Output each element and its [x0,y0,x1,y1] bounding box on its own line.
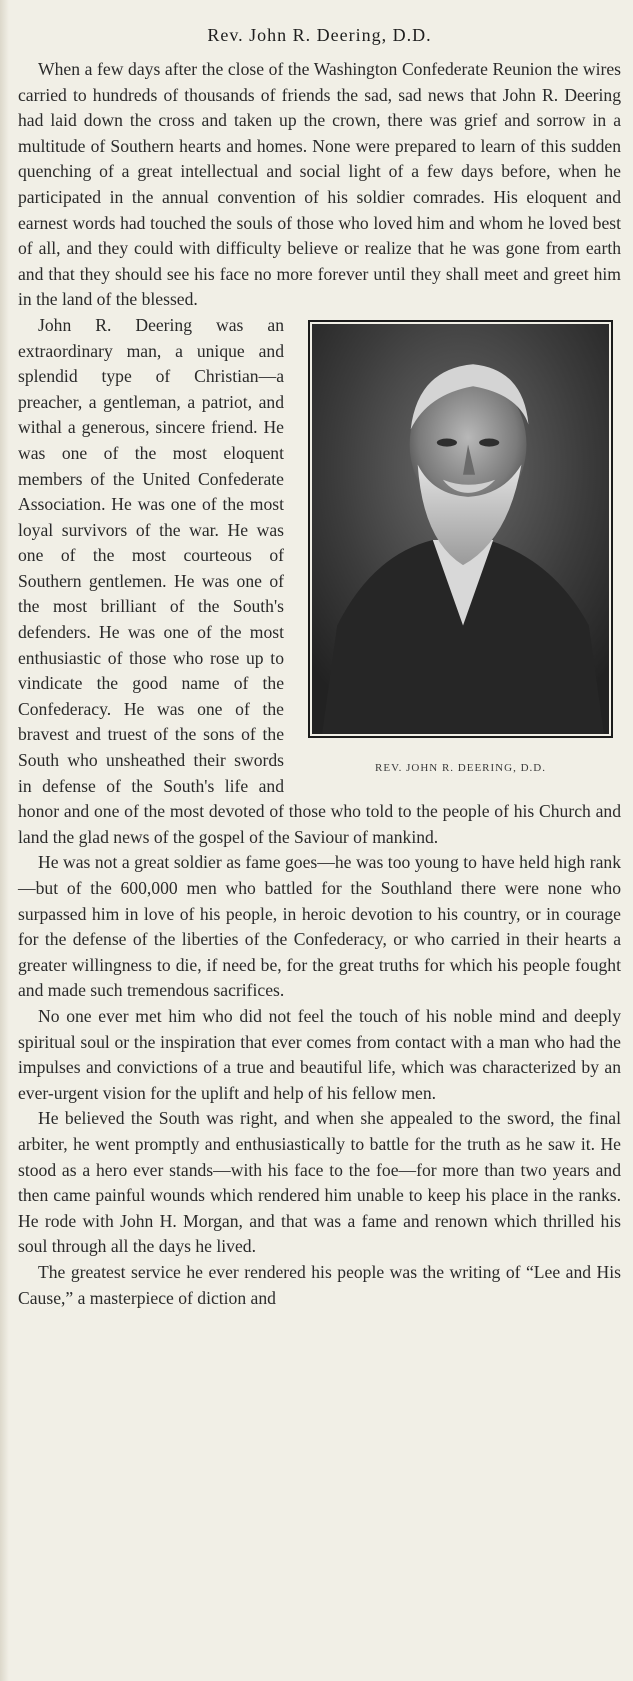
paragraph-5: He believed the South was right, and when she appealed to the sword, the final arbiter, he went promptly and enthusiastically to battle for the truth as he saw it. He stood as a hero ever stands—with his face to the foe—for more than two years and then came painful wounds which rendered him unable to keep his place in the ranks. He rode with John H. Morgan, and that was a fame and renown which thrilled his soul through all the days he lived. [18,1108,621,1257]
paragraph-2: John R. Deering was an extraordinary man, a unique and splendid type of Christian—a preacher, a gentleman, a patriot, and withal a generous, sincere friend. He was one of the most eloquent members of the United Confederate Association. He was one of the most loyal survivors of the war. He was one of the most courteous of Southern gentlemen. He was one of the most brilliant of the South's defenders. He was one of the most enthusiastic of those who rose up to vindicate the good name of the Confederacy. He was one of the bravest and truest of the sons of the South who unsheathed their swords in defense of the South's life and honor and one of the most devoted of those who told to the people of his Church and land the glad news of the gospel of the Saviour of mankind. [18,314,621,847]
article-body [18,57,621,1311]
portrait-caption: REV. JOHN R. DEERING, D.D. [375,761,546,774]
portrait-photo [312,324,609,734]
portrait-frame [308,320,613,738]
page-gutter-shadow [0,0,9,1681]
paragraph-6: The greatest service he ever rendered his people was the writing of “Lee and His Cause,” a masterpiece of diction and [18,1261,621,1308]
portrait-figure [300,320,621,782]
paragraph-3: He was not a great soldier as fame goes—he was too young to have held high rank—but of the 600,000 men who battled for the Southland there were none who surpassed him in love of his people, in heroic devotion to his country, or in courage for the defense of the liberties of the Confederacy, or who carried in their hearts a greater willingness to die, if need be, for the great truths for which his people fought and made such tremendous sacrifices. [18,852,621,1001]
page-header-title: Rev. John R. Deering, D.D. [207,25,432,45]
paragraph-4: No one ever met him who did not feel the touch of his noble mind and deeply spiritual soul or the inspiration that ever comes from contact with a man who had the impulses and convictions of a true and beautiful life, which was characterized by an ever-urgent vision for the uplift and help of his fellow men. [18,1005,621,1103]
paragraph-1: When a few days after the close of the Washington Confederate Reunion the wires carried to hundreds of thousands of friends the sad, sad news that John R. Deering had laid down the cross and taken up the crown, there was grief and sorrow in a multitude of Southern hearts and homes. None were prepared to learn of this sudden quenching of a great intellectual and social light of a few days before, when he participated in the annual convention of his soldier comrades. His eloquent and earnest words had touched the souls of those who loved him and whom he loved best of all, and they could with difficulty believe or realize that he was gone from earth and that they should see his face no more forever until they shall meet and greet him in the land of the blessed. [18,59,621,310]
